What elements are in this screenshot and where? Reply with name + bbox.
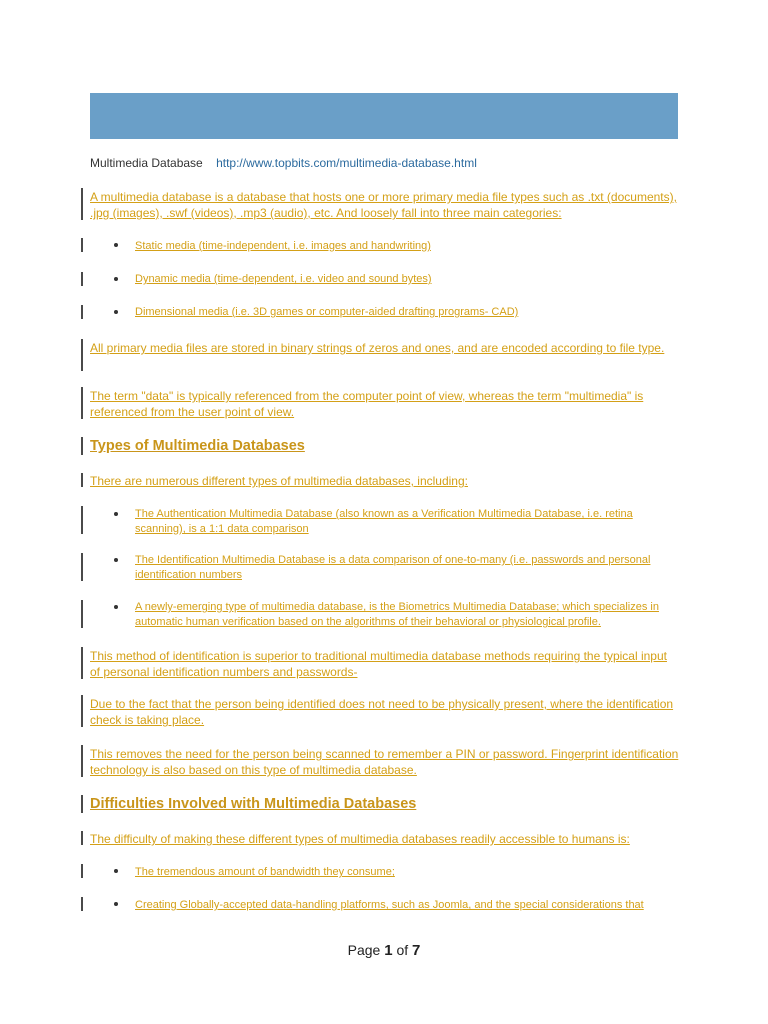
change-bar [81, 795, 83, 813]
types-paragraph-1: This method of identification is superior to traditional multimedia database methods requiring the typical input of personal identification numbers and passwords- [90, 649, 667, 679]
change-bar [81, 647, 83, 679]
types-lead: There are numerous different types of multimedia databases, including: [90, 474, 468, 488]
change-bar [81, 339, 83, 371]
bullet [114, 558, 118, 562]
bullet [114, 869, 118, 873]
document-title: Multimedia Database [90, 156, 203, 170]
change-bar [81, 553, 83, 581]
term-paragraph: The term "data" is typically referenced from the computer point of view, whereas the term "multimedia" is referenced from the user point of view. [90, 389, 644, 419]
category-item: Dynamic media (time-dependent, i.e. video and sound bytes) [135, 273, 432, 285]
source-link[interactable]: http://www.topbits.com/multimedia-database.html [216, 156, 477, 170]
change-bar [81, 897, 83, 911]
binary-paragraph: All primary media files are stored in binary strings of zeros and ones, and are encoded according to file type. [90, 341, 665, 355]
difficulties-lead: The difficulty of making these different types of multimedia databases readily accessible to humans is: [90, 832, 630, 846]
difficulty-item: Creating Globally-accepted data-handling platforms, such as Joomla, and the special considerations that [135, 899, 644, 911]
total-pages: 7 [412, 942, 421, 959]
change-bar [81, 506, 83, 534]
intro-paragraph: A multimedia database is a database that hosts one or more primary media file types such as .txt (documents), .jpg (images), .swf (videos), .mp3 (audio), etc. And loosely fall into three main categories: [90, 190, 677, 220]
category-item: Static media (time-independent, i.e. images and handwriting) [135, 240, 431, 252]
change-bar [81, 695, 83, 727]
difficulties-heading: Difficulties Involved with Multimedia Databases [90, 796, 417, 812]
bullet [114, 310, 118, 314]
category-item: Dimensional media (i.e. 3D games or computer-aided drafting programs- CAD) [135, 306, 519, 318]
type-item: The Authentication Multimedia Database (also known as a Verification Multimedia Database, i.e. retina scanning), is a 1:1 data comparison [135, 508, 633, 535]
page-word: Page [347, 942, 381, 958]
change-bar [81, 305, 83, 319]
type-item: The Identification Multimedia Database is a data comparison of one-to-many (i.e. passwords and personal identification numbers [135, 554, 651, 581]
bullet [114, 243, 118, 247]
change-bar [81, 864, 83, 878]
current-page: 1 [384, 942, 393, 959]
types-paragraph-3: This removes the need for the person being scanned to remember a PIN or password. Fingerprint identification technology is also based on this type of multimedia database. [90, 747, 679, 777]
change-bar [81, 831, 83, 845]
bullet [114, 512, 118, 516]
bullet [114, 902, 118, 906]
change-bar [81, 238, 83, 252]
difficulty-item: The tremendous amount of bandwidth they consume; [135, 866, 395, 878]
types-paragraph-2: Due to the fact that the person being identified does not need to be physically present, where the identification check is taking place. [90, 697, 674, 727]
title-line [90, 156, 477, 170]
type-item: A newly-emerging type of multimedia database, is the Biometrics Multimedia Database; which specializes in automatic human verification based on the algorithms of their behavioral or physiological profile. [135, 601, 659, 628]
change-bar [81, 600, 83, 628]
change-bar [81, 387, 83, 419]
change-bar [81, 188, 83, 220]
bullet [114, 277, 118, 281]
change-bar [81, 473, 83, 487]
change-bar [81, 437, 83, 455]
bullet [114, 605, 118, 609]
change-bar [81, 745, 83, 777]
change-bar [81, 272, 83, 286]
types-heading: Types of Multimedia Databases [90, 438, 305, 454]
header-banner [90, 93, 678, 139]
page-counter [0, 942, 768, 959]
of-word: of [396, 942, 409, 958]
